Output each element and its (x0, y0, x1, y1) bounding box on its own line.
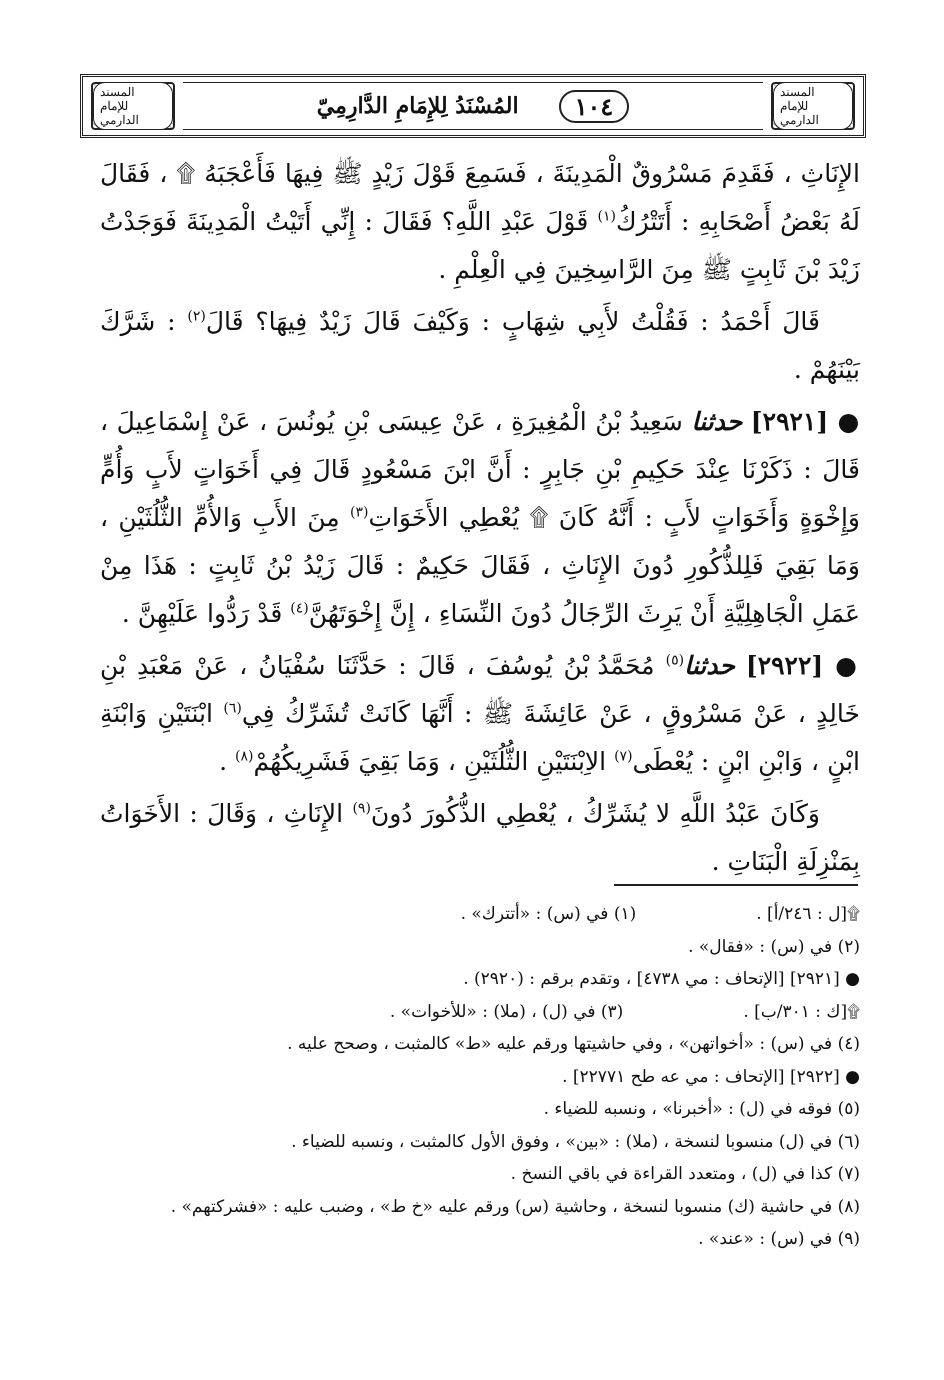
footnote-ref: (٤) (290, 600, 309, 617)
hadith-number: ● [٢٩٢٢] (745, 651, 861, 680)
text: : شَرَّكَ بَيْنَهُمْ . (100, 307, 860, 384)
footnote-separator (614, 884, 858, 886)
text: الإِنَاثِ ، وَقَالَ : الأَخَوَاتُ بِمَنْزِلَةِ الْبَنَاتِ . (100, 799, 860, 876)
text: الإِنَاثِ ، فَقَدِمَ مَسْرُوقٌ الْمَدِينَةَ ، فَسَمِعَ قَوْلَ زَيْدٍ ﷺ فِيهَا فَأَعْجَبَهُ ۩ ، فَقَالَ لَهُ بَعْضُ أَصْحَابِهِ : أَتَتْرُكُ (100, 159, 860, 236)
text: . (219, 747, 228, 776)
footnote-line (100, 996, 860, 1029)
text: سَعِيدُ بْنُ الْمُغِيرَةِ ، عَنْ عِيسَى بْنِ يُونُسَ ، عَنْ إِسْمَاعِيلَ ، قَالَ : ذَكَرْنَا عِنْدَ حَكِيمِ بْنِ جَابِرٍ : أَنَّ ابْنَ مَسْعُودٍ قَالَ فِي أَخَوَاتٍ لأَبٍ وَأُمٍّ وَإِخْوَةٍ وَأَخَوَاتٍ لأَبٍ : أَنَّهُ كَانَ ۩ يُعْطِي الأَخَوَاتِ (100, 407, 860, 532)
ornament-text-right: المسند للإمام الدارمي (773, 82, 853, 130)
page-header (80, 74, 866, 138)
paragraph-1 (100, 150, 860, 294)
footnote-line (100, 898, 860, 931)
text: مُحَمَّدُ بْنُ يُوسُفَ ، قَالَ : حَدَّثَنَا سُفْيَانُ ، عَنْ مَعْبَدِ بْنِ خَالِدٍ ، عَنْ مَسْرُوقٍ ، عَنْ عَائِشَةَ ﷺ : أَنَّهَا كَانَتْ تُشَرِّكُ فِي (100, 651, 860, 728)
header-band (183, 82, 763, 130)
ornament-right (771, 82, 855, 130)
main-text (100, 150, 860, 890)
footnote: (٦) في (ل) منسوبا لنسخة ، (ملا) : «بين» ، وفوق الأول كالمثبت ، ونسبه للضياء . (291, 1131, 860, 1152)
manuscript-marker: ۩[ل : ٢٤٦/أ] . (756, 904, 860, 924)
footnote: (٨) في حاشية (ك) منسوبا لنسخة ، وحاشية (س) ورقم عليه «خ ط» ، وضبب عليه : «فشركتهم» . (170, 1196, 860, 1217)
text: قَوْلَ عَبْدِ اللَّهِ؟ فَقَالَ : إِنِّي أَتَيْتُ الْمَدِينَةَ فَوَجَدْتُ زَيْدَ بْنَ ثَابِتٍ ﷺ مِنَ الرَّاسِخِينَ فِي الْعِلْمِ . (100, 207, 860, 284)
text: ابْنَتَيْنِ وَابْنَةِ ابْنٍ ، وَابْنِ ابْنٍ : يُعْطَى (100, 699, 860, 776)
footnote-ref: (٥) (665, 652, 685, 669)
text: الاِبْنَتَيْنِ الثُّلُثَيْنِ ، وَمَا بَقِيَ فَشَرِيكُهُمْ (253, 747, 607, 776)
hadith-2921 (100, 398, 860, 638)
footnote-hadith: ● [٢٩٢١] [الإتحاف : مي ٤٧٣٨] ، وتقدم برقم : (٢٩٢٠) . (463, 969, 860, 989)
footnote: (٥) فوقه في (ل) : «أخبرنا» ، ونسبه للضياء . (543, 1099, 860, 1119)
manuscript-marker: ۩[ك : ٣٠١/ب] . (743, 1001, 860, 1022)
footnote-ref: (٧) (614, 748, 633, 765)
footnote-ref: (١) (597, 208, 616, 225)
haddathana: حدثنا (684, 651, 735, 680)
footnote: (٧) كذا في (ل) ، ومتعدد القراءة في باقي النسخ . (510, 1164, 860, 1184)
paragraph-2 (100, 298, 860, 394)
footnote-ref: (٣) (349, 504, 369, 521)
footnote: (٣) في (ل) ، (ملا) : «للأخوات» . (389, 1001, 624, 1022)
footnote: (٩) في (س) : «عند» . (698, 1229, 860, 1249)
footnote-ref: (٢) (187, 308, 206, 325)
footnote: (١) في (س) : «أتترك» . (460, 904, 637, 924)
footnote: (٤) في (س) : «أخواتهن» ، وفي حاشيتها ورقم عليه «ط» كالمثبت ، وصحح عليه . (287, 1034, 860, 1054)
footnote: (٢) في (س) : «فقال» . (688, 936, 860, 957)
ornament-text-left: المسند للإمام الدارمي (93, 82, 173, 130)
haddathana: حدثنا (691, 407, 743, 436)
ornament-left (91, 82, 175, 130)
footnote-ref: (٦) (223, 700, 242, 717)
text: قَالَ أَحْمَدُ : فَقُلْتُ لأَبِي شِهَابٍ : وَكَيْفَ قَالَ زَيْدٌ فِيهَا؟ قَالَ (205, 307, 821, 336)
page-number: ١٠٤ (559, 90, 630, 123)
text: وَكَانَ عَبْدُ اللَّهِ لا يُشَرِّكُ ، يُعْطِي الذُّكُورَ دُونَ (370, 799, 820, 828)
hadith-number: ● [٢٩٢١] (750, 407, 861, 436)
footnote-hadith: ● [٢٩٢٢] [الإتحاف : مي عه طح ٢٢٧٧١] . (562, 1066, 860, 1087)
footnote-ref: (٨) (235, 748, 254, 765)
footnote-ref: (٩) (352, 800, 371, 817)
paragraph-last (100, 790, 860, 886)
footnotes (100, 898, 860, 1256)
book-title: المُسْنَدُ لِلإِمَامِ الدَّارِمِيّ (316, 93, 519, 119)
text: قَدْ رَدُّوا عَلَيْهِنَّ . (121, 599, 283, 628)
text: مِنَ الأَبِ وَالأُمِّ الثُّلُثَيْنِ ، وَمَا بَقِيَ فَلِلذُّكُورِ دُونَ الإِنَاثِ ، فَقَالَ حَكِيمٌ : قَالَ زَيْدُ بْنُ ثَابِتٍ : هَذَا مِنْ عَمَلِ الْجَاهِلِيَّةِ أَنْ يَرِثَ الرِّجَالُ دُونَ النِّسَاءِ ، إِنَّ إِخْوَتَهُنَّ (100, 503, 860, 628)
hadith-2922 (100, 642, 860, 786)
